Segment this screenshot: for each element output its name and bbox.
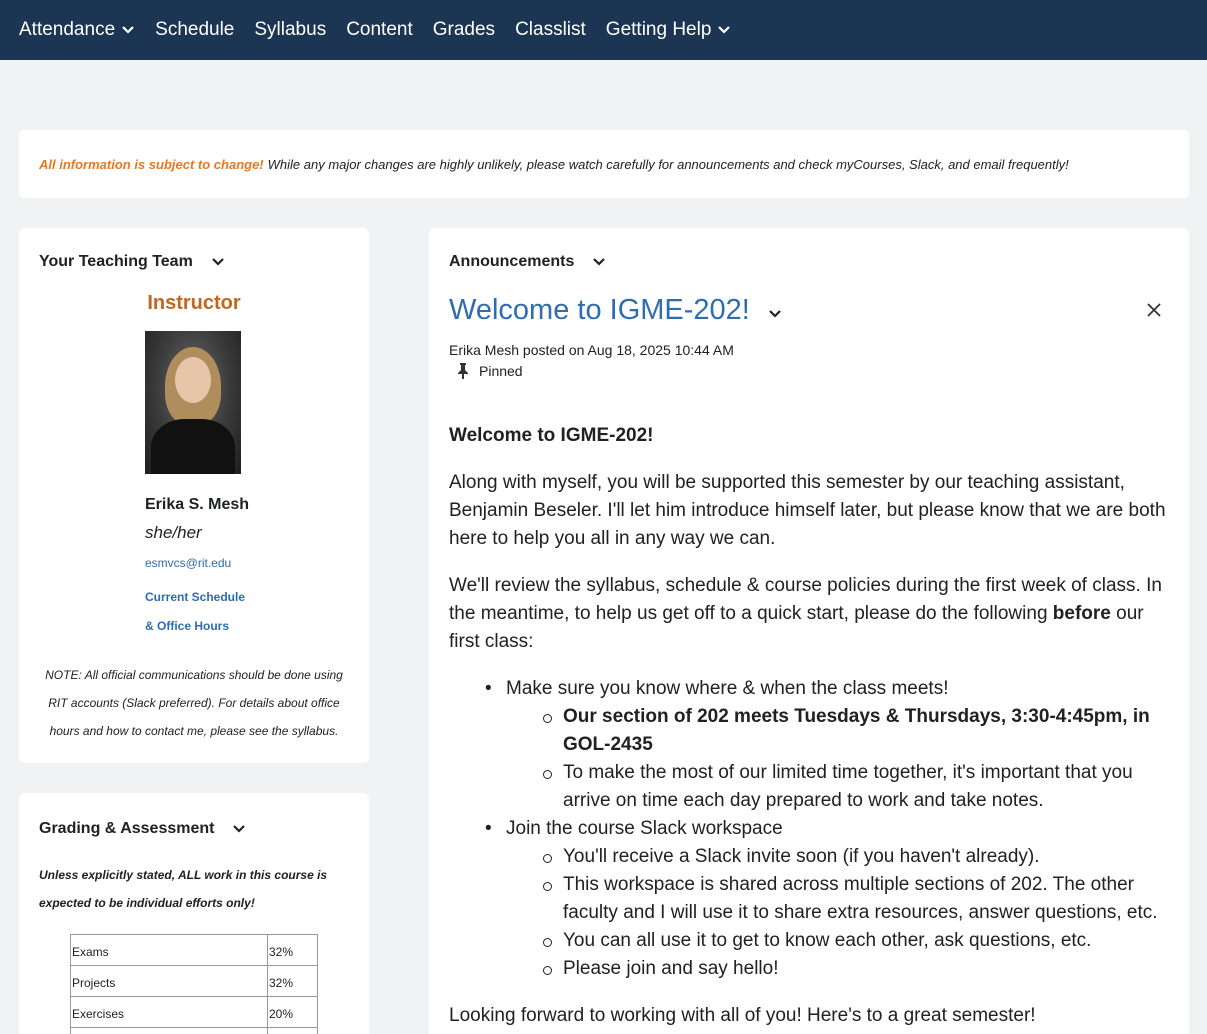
grade-item: Exams [71,935,268,966]
communication-note: NOTE: All official communications should be done using RIT accounts (Slack preferred). For details about office hours and how to contact me, please see the syllabus. [45,668,343,738]
grade-item: Projects [71,966,268,997]
table-row [71,997,318,1028]
task-list [449,675,1174,983]
grade-weight [268,1028,318,1034]
announcement-body [449,422,1174,1034]
top-navigation [0,0,1207,60]
list-item: To make the most of our limited time together, it's important that you arrive on time each day prepared to work and take notes. [449,759,1174,815]
instructor-photo [145,331,241,474]
close-icon[interactable] [1145,301,1163,319]
table-row [71,966,318,997]
teaching-team-header[interactable] [39,253,225,271]
instructor-pronouns: she/her [145,523,202,542]
chevron-down-icon[interactable] [211,257,225,267]
instructor-email-link[interactable]: esmvcs@rit.edu [145,556,232,570]
chevron-down-icon [717,25,731,35]
notice-banner [19,130,1189,198]
grading-widget [19,793,369,1034]
nav-getting-help[interactable] [606,19,732,41]
announcements-header[interactable] [449,253,606,271]
list-item: • Make sure you know where & when the class meets! [449,675,1174,703]
list-item: This workspace is shared across multiple sections of 202. The other faculty and I will use it to share extra resources, answer questions, etc. [449,871,1174,927]
nav-schedule-label: Schedule [155,19,235,40]
list-item: Our section of 202 meets Tuesdays & Thursdays, 3:30-4:45pm, in GOL-2435 [449,703,1174,759]
nav-syllabus[interactable] [254,19,326,41]
list-item: Please join and say hello! [449,955,1174,983]
nav-content-label: Content [346,19,413,40]
notice-text: While any major changes are highly unlikely, please watch carefully for announcements and check myCourses, Slack, and email frequently! [267,156,1069,172]
list-item: You'll receive a Slack invite soon (if you haven't already). [449,843,1174,871]
nav-content[interactable] [346,19,413,41]
grading-heading: Grading & Assessment [39,820,215,837]
chevron-down-icon[interactable] [768,309,782,319]
grade-weight: 32% [268,966,318,997]
notice-warning: All information is subject to change! [39,156,264,172]
chevron-down-icon [121,25,135,35]
grade-item: Exercises [71,997,268,1028]
announcements-widget [429,228,1189,1034]
nav-attendance[interactable] [19,19,135,41]
text-run: We'll review the syllabus, schedule & course policies during the first week of class. In the meantime, to help us get off to a quick start, please do the following [449,575,1162,624]
announcement-paragraph: Along with myself, you will be supported this semester by our teaching assistant, Benjamin Beseler. I'll let him introduce himself later, but please know that we are both here to help you all in any way we can. [449,472,1166,549]
nav-grades[interactable] [433,19,495,41]
announcement-paragraph [449,572,1174,656]
announcement-greeting: Welcome to IGME-202! [449,425,654,446]
nav-syllabus-label: Syllabus [254,19,327,40]
nav-attendance-label: Attendance [19,19,116,40]
grading-header[interactable] [39,820,246,838]
announcement-posted-by: Erika Mesh posted on Aug 18, 2025 10:44 AM [449,342,734,358]
nav-grades-label: Grades [432,19,496,40]
list-item: You can all use it to get to know each other, ask questions, etc. [449,927,1174,955]
announcement-title-row [449,294,782,327]
nav-classlist-label: Classlist [515,19,586,40]
table-row [71,935,318,966]
nav-schedule[interactable] [155,19,234,41]
nav-getting-help-label: Getting Help [605,19,712,40]
instructor-name: Erika S. Mesh [145,496,250,513]
office-hours-link-line1: Current Schedule [145,590,246,604]
announcement-closing: Looking forward to working with all of you! Here's to a great semester! [449,1005,1036,1026]
nav-classlist[interactable] [515,19,586,41]
grading-note: Unless explicitly stated, ALL work in this course is expected to be individual efforts only! [39,868,328,910]
grading-table [70,934,318,1034]
grade-weight: 32% [268,935,318,966]
announcements-heading: Announcements [449,253,575,270]
text-run: our first class: [449,603,1144,652]
text-run-bold: before [1052,603,1111,624]
teaching-team-heading: Your Teaching Team [39,253,193,270]
instructor-role: Instructor [147,292,241,314]
pinned-indicator [457,362,523,379]
grade-weight: 20% [268,997,318,1028]
office-hours-link[interactable] [145,583,245,641]
announcement-title-link[interactable]: Welcome to IGME-202! [449,294,750,326]
grade-item [71,1028,268,1034]
pin-icon [457,362,469,379]
list-item: • Join the course Slack workspace [449,815,1174,843]
office-hours-link-line2: & Office Hours [145,619,230,633]
teaching-team-widget [19,228,369,763]
chevron-down-icon[interactable] [232,824,246,834]
chevron-down-icon[interactable] [592,257,606,267]
pinned-label: Pinned [479,362,523,379]
table-row [71,1028,318,1034]
